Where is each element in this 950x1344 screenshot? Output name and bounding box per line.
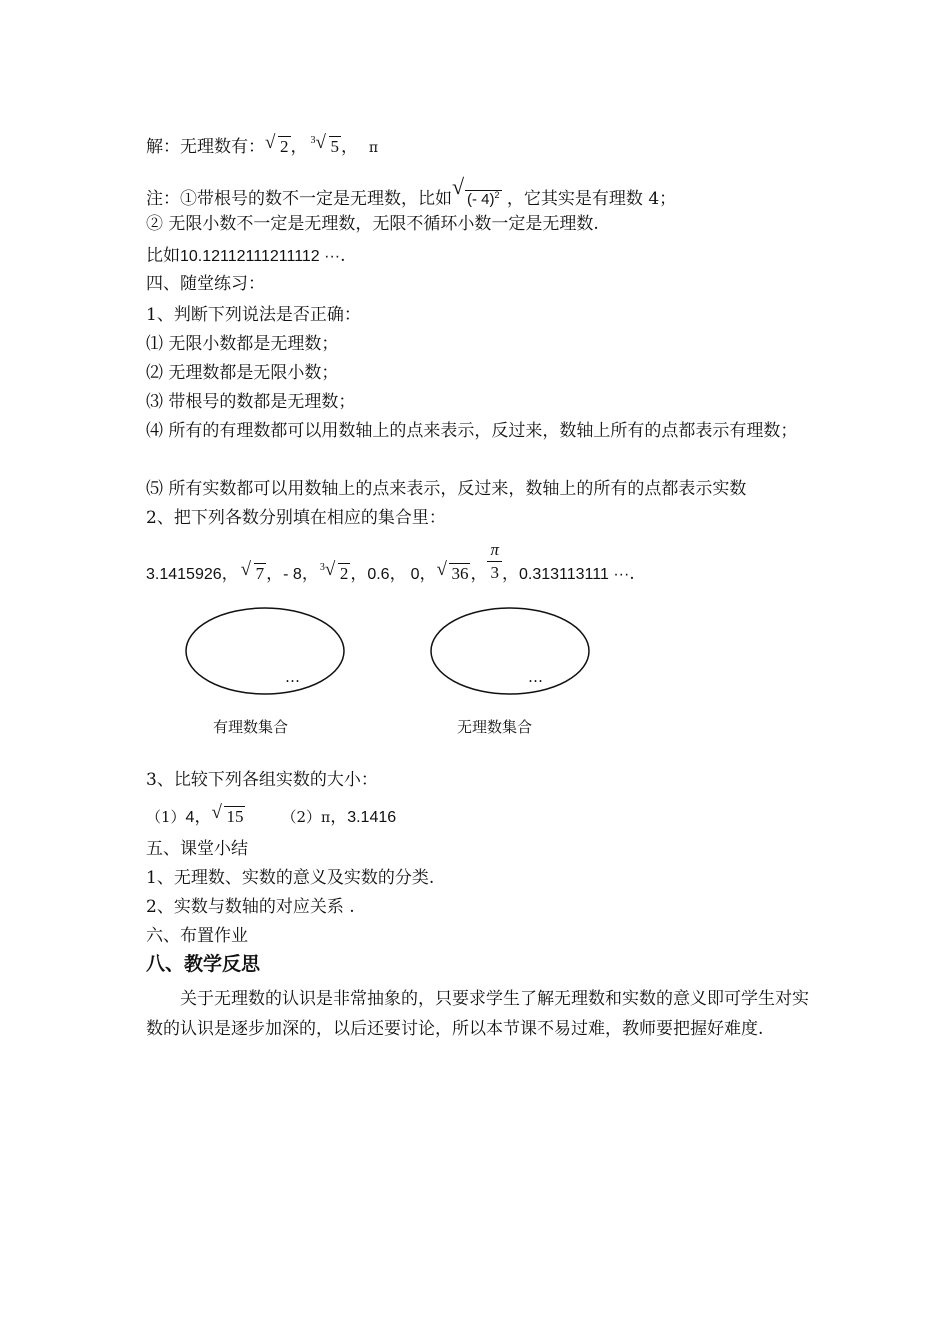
irrational-set-ellipsis: …: [528, 668, 543, 686]
q3-label-1: （1）: [146, 808, 186, 826]
sqrt-36: √ 36: [436, 559, 469, 583]
q3-items: （1）4， √ 15 （2）π，3.1416: [146, 802, 397, 827]
number-item: 3.1415926: [146, 566, 222, 583]
note1-prefix: 注：①带根号的数不一定是无理数，比如: [146, 189, 452, 209]
q3-value: 3.1416: [347, 809, 397, 826]
summary-item-2: 2、实数与数轴的对应关系 .: [146, 897, 355, 917]
sep: ，: [341, 137, 358, 157]
question-3: 3、比较下列各组实数的大小：: [146, 770, 378, 790]
rational-set-ellipsis: …: [285, 668, 300, 686]
q3-label-2: （2）: [281, 808, 321, 826]
number-item: 0: [410, 566, 420, 583]
note1-suffix: ，它其实是有理数 4；: [506, 189, 677, 209]
q1-item-3: ⑶ 带根号的数都是无理数；: [146, 392, 356, 412]
irrational-set-label: 无理数集合: [457, 718, 533, 736]
example-prefix: 比如: [146, 246, 180, 266]
sep: ，: [290, 137, 308, 157]
number-item: 0.6: [367, 566, 390, 583]
section-6-heading: 六、布置作业: [146, 926, 248, 946]
q1-item-1: ⑴ 无限小数都是无理数；: [146, 334, 339, 354]
question-2: 2、把下列各数分别填在相应的集合里：: [146, 508, 446, 528]
cbrt-2: 3 √ 2: [319, 559, 349, 583]
pi-symbol: π: [321, 810, 331, 826]
sqrt-neg4-squared: √ (- 4)$^2$: [452, 174, 500, 208]
numbers-row: 3.1415926， √ 7 ，- 8， 3 √ 2 ，0.6， 0， √ 36 ， $\frac{\pi}{3}$ ，0.313113111 ···.: [146, 540, 635, 584]
q1-item-5: ⑸ 所有实数都可以用数轴上的点来表示，反过来，数轴上的所有的点都表示实数: [146, 479, 747, 499]
rational-set-label: 有理数集合: [213, 718, 289, 736]
example-line: 比如10.12112111211112 ···.: [146, 246, 346, 266]
q3-value: 4: [185, 809, 195, 826]
question-1: 1、判断下列说法是否正确：: [146, 305, 361, 325]
section-5-heading: 五、课堂小结: [146, 839, 248, 859]
section-4-heading: 四、随堂练习：: [146, 274, 265, 294]
rational-set-ellipse: [186, 608, 344, 694]
solution-prefix: 解：无理数有：: [146, 137, 265, 157]
example-number: 10.12112111211112 ···: [180, 248, 341, 265]
pi-symbol: π: [368, 140, 379, 156]
pi-over-3: $\frac{\pi}{3}$: [487, 539, 502, 584]
q1-item-4: ⑷ 所有的有理数都可以用数轴上的点来表示，反过来，数轴上所有的点都表示有理数；: [146, 421, 798, 441]
sqrt-7: √ 7: [240, 559, 265, 583]
number-item: 0.313113111 ···: [519, 566, 630, 583]
irrational-set-ellipse: [431, 608, 589, 694]
reflection-paragraph: 关于无理数的认识是非常抽象的，只要求学生了解无理数和实数的意义即可学生对实数的认识是逐步加深的，以后还要讨论，所以本节课不易过难，教师要把握好难度.: [146, 989, 809, 1039]
summary-item-1: 1、无理数、实数的意义及实数的分类.: [146, 868, 435, 888]
section-8-heading: 八、教学反思: [146, 953, 261, 975]
sqrt-2: √ 2: [265, 132, 289, 156]
number-item: - 8: [283, 566, 302, 583]
note-2: ② 无限小数不一定是无理数，无限不循环小数一定是无理数.: [146, 214, 599, 234]
cbrt-5: 3 √ 5: [310, 132, 339, 156]
q1-item-2: ⑵ 无理数都是无限小数；: [146, 363, 339, 383]
sqrt-15: √ 15: [211, 802, 244, 826]
